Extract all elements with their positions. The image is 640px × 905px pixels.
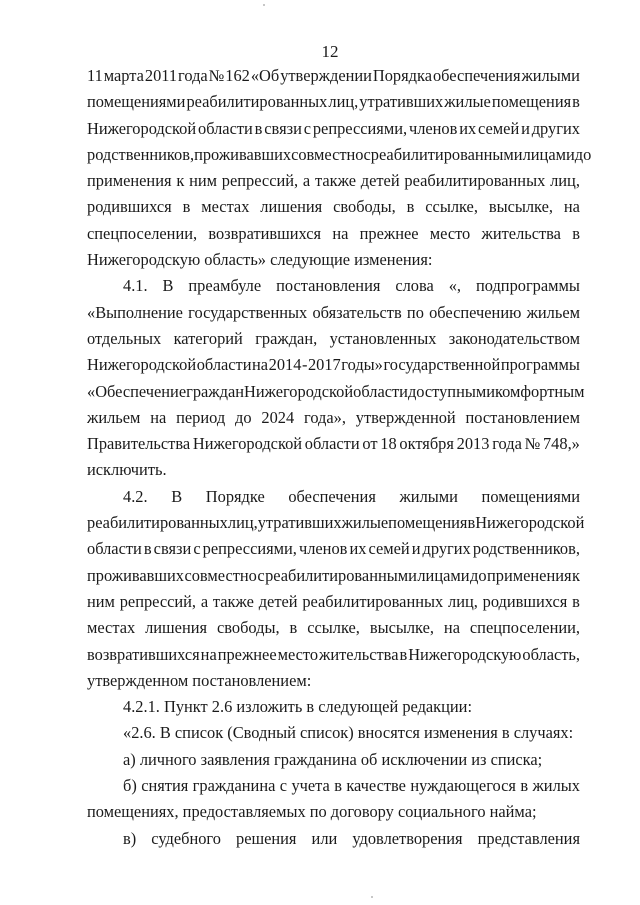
text-line: а) личного заявления гражданина об исключении из списка; <box>123 749 543 769</box>
text-line: отдельных категорий граждан, установленных законодательством <box>87 328 580 348</box>
text-line: 11 марта 2011 года № 162 «Об утверждении Порядка обеспечения жилыми <box>87 66 580 85</box>
document-body <box>87 63 592 852</box>
text-line: возвратившихся на прежнее место жительства в Нижегородскую область, <box>87 644 580 664</box>
text-line: Нижегородскую область» следующие изменения: <box>87 250 433 270</box>
text-line: местах лишения свободы, в ссылке, высылке, на спецпоселении, <box>87 618 580 638</box>
text-line: помещениях, предоставляемых по договору социального найма; <box>87 802 537 822</box>
text-line: спецпоселении, возвратившихся на прежнее место жительства в <box>87 223 580 243</box>
text-line: 4.1. В преамбуле постановления слова «, подпрограммы <box>123 276 580 296</box>
page-number: 12 <box>321 42 339 61</box>
text-line: исключить. <box>87 460 167 480</box>
text-line: области в связи с репрессиями, членов их семей и других родственников, <box>87 539 580 559</box>
scan-artifact <box>371 896 373 898</box>
text-line: «2.6. В список (Сводный список) вносятся изменения в случаях: <box>123 723 574 743</box>
text-line: в) судебного решения или удовлетворения представления <box>123 828 580 848</box>
text-line: проживавших совместно с реабилитированными лицами до применения к <box>87 565 580 585</box>
text-line: родившихся в местах лишения свободы, в ссылке, высылке, на <box>87 197 580 217</box>
text-line: б) снятия гражданина с учета в качестве нуждающегося в жилых <box>123 776 580 796</box>
text-line: «Обеспечение граждан Нижегородской области доступным и комфортным <box>87 381 585 401</box>
text-line: ним репрессий, а также детей реабилитированных лиц, родившихся в <box>87 591 580 611</box>
text-line: применения к ним репрессий, а также детей реабилитированных лиц, <box>87 171 580 191</box>
text-line: Нижегородской области на 2014 - 2017 годы» государственной программы <box>87 355 580 375</box>
text-line: родственников, проживавших совместно с реабилитированными лицами до <box>87 144 592 164</box>
text-line: Правительства Нижегородской области от 18 октября 2013 года № 748,» <box>87 434 580 454</box>
text-line: утвержденном постановлением: <box>87 670 312 690</box>
scan-artifact <box>263 4 265 6</box>
text-line: помещениями реабилитированных лиц, утративших жилые помещения в <box>87 92 580 112</box>
text-line: 4.2.1. Пункт 2.6 изложить в следующей редакции: <box>123 697 473 717</box>
text-line: жильем на период до 2024 года», утвержденной постановлением <box>87 407 580 427</box>
text-line: 4.2. В Порядке обеспечения жилыми помещениями <box>123 486 580 506</box>
text-line: Нижегородской области в связи с репрессиями, членов их семей и других <box>87 118 580 138</box>
text-line: «Выполнение государственных обязательств по обеспечению жильем <box>87 302 580 322</box>
text-line: реабилитированных лиц, утративших жилые помещения в Нижегородской <box>87 513 585 533</box>
